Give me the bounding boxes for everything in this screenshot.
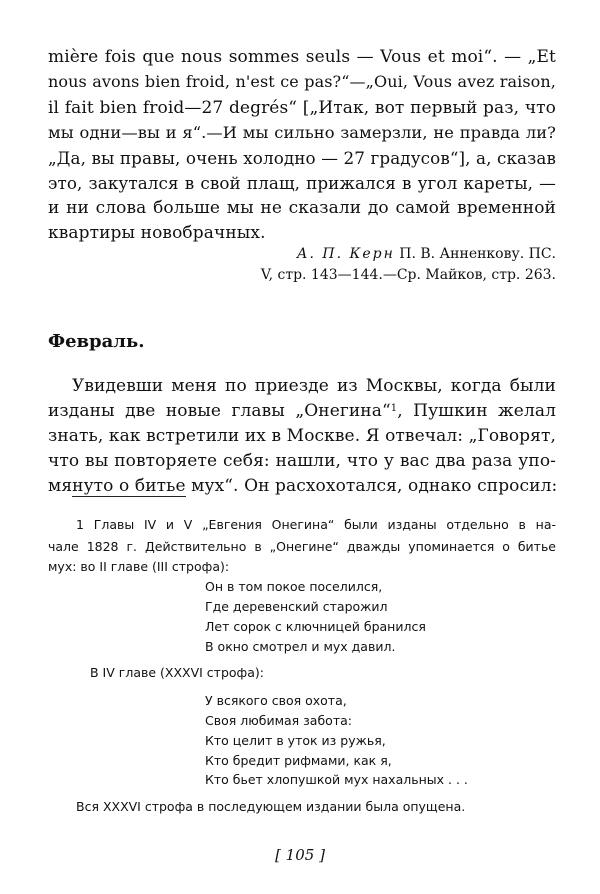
paragraph1-line: квартиры новобрачных. <box>48 223 266 243</box>
paragraph1-line: это, закутался в свой плащ, прижался в угол кареты, — <box>48 173 556 193</box>
paragraph2-line: мянуто о битье мух“. Он расхохотался, однако спросил: <box>48 476 558 496</box>
chapter4-label: В IV главе (XXXVI строфа): <box>90 665 264 680</box>
verse1-line: Где деревенский старожил <box>205 599 388 614</box>
paragraph1-line: мы одни—вы и я“.—И мы сильно замерзли, не правда ли? <box>48 123 556 142</box>
footnote-line <box>76 516 556 534</box>
verse2-line: Кто бьет хлопушкой мух нахальных . . . <box>205 772 468 787</box>
paragraph1-line: il fait bien froid—27 degrés“ [„Итак, вот первый раз, что <box>48 98 556 118</box>
verse1-line: В окно смотрел и мух давил. <box>205 639 396 654</box>
source-recipient: П. В. Анненкову. ПС. <box>399 246 556 262</box>
verse1-line: Лет сорок с ключницей бранился <box>205 619 426 634</box>
verse2-line: У всякого своя охота, <box>205 693 347 708</box>
verse2-line: Кто целит в уток из ружья, <box>205 733 386 748</box>
paragraph2-line: что вы повторяете себя: нашли, что у вас два раза упо- <box>48 451 556 471</box>
footnote-line: чале 1828 г. Действительно в „Онегине“ дважды упоминается о битье <box>48 539 556 554</box>
paragraph1-line: и ни слова больше мы не сказали до самой временной <box>48 198 556 218</box>
footnote-divider <box>72 496 186 497</box>
footnote-line-text: Главы IV и V „Евгения Онегина“ были изданы отдельно в на- <box>93 517 556 532</box>
source-author: А. П. Керн <box>296 246 395 262</box>
footnote-closing: Вся XXXVI строфа в последующем издании была опущена. <box>76 799 466 814</box>
paragraph1-line: „Да, вы правы, очень холодно — 27 градусов“], а, сказав <box>48 148 556 168</box>
source-citation-line1 <box>48 244 556 264</box>
paragraph2-line: Увидевши меня по приезде из Москвы, когда были <box>72 376 556 396</box>
paragraph2-line <box>48 400 556 422</box>
page-number: [ 105 ] <box>275 846 325 864</box>
paragraph2-line-text: , Пушкин желал <box>397 401 556 421</box>
footnote-line: мух: во II главе (III строфа): <box>48 559 230 574</box>
footnote-ref: 1 <box>390 403 398 414</box>
paragraph1-line: nous avons bien froid, n'est ce pas?“—„Oui, Vous avez raison, <box>48 72 556 91</box>
paragraph1-line: mière fois que nous sommes seuls — Vous et moi“. — „Et <box>48 47 556 67</box>
verse2-line: Своя любимая забота: <box>205 713 352 728</box>
source-citation-line2: V, стр. 143—144.—Ср. Майков, стр. 263. <box>260 267 556 283</box>
paragraph2-line-text: изданы две новые главы „Онегина“ <box>48 401 391 421</box>
section-heading: Февраль. <box>48 331 145 352</box>
paragraph2-line: знать, как встретили их в Москве. Я отвечал: „Говорят, <box>48 426 556 446</box>
verse1-line: Он в том покое поселился, <box>205 579 383 594</box>
footnote-marker: 1 <box>76 517 84 532</box>
verse2-line: Кто бредит рифмами, как я, <box>205 753 392 768</box>
